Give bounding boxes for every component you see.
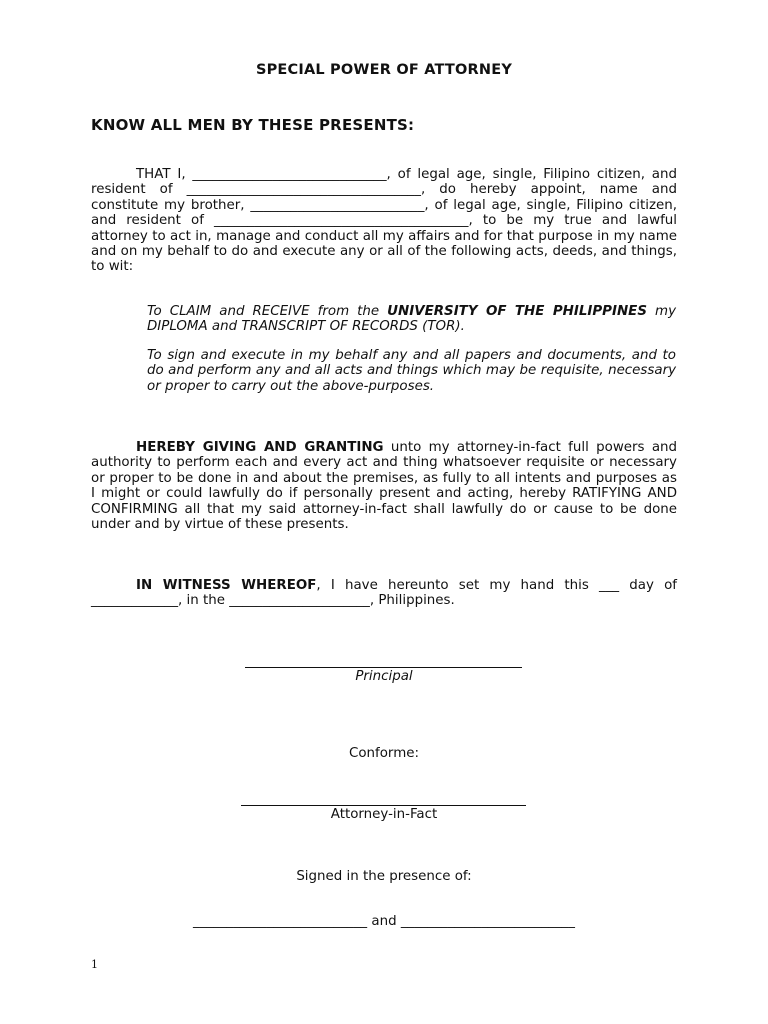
university-name: UNIVERSITY OF THE PHILIPPINES xyxy=(387,304,647,319)
principal-label: Principal xyxy=(355,669,413,684)
granting-paragraph xyxy=(91,440,677,532)
act-item-claim-prefix: To CLAIM and RECEIVE from the xyxy=(147,304,388,319)
act-item-claim xyxy=(147,304,676,335)
granting-bold: HEREBY GIVING AND GRANTING xyxy=(136,440,384,455)
witness-signature-row xyxy=(0,914,768,929)
witness-bold: IN WITNESS WHEREOF xyxy=(136,578,317,593)
witness-and: and xyxy=(371,914,397,929)
witness-left-blank: __________________________ xyxy=(193,914,368,929)
principal-signature-line xyxy=(245,667,522,668)
granting-text: unto my attorney-in-fact full powers and authority to perform each and every act and thing whatsoever requisite or necessary or proper to be done in and about the premises, as fully to all intents and purposes as I might or could lawfully do if personally present and acting, hereby RATIFYING AND CONFIRMING all that my said attorney-in-fact shall lawfully do or cause to be done under and by virtue of these presents. xyxy=(91,440,678,533)
act-item-sign: To sign and execute in my behalf any and all papers and documents, and to do and perform any and all acts and things which may be requisite, necessary or proper to carry out the above-purposes. xyxy=(147,348,676,394)
witness-right-blank: __________________________ xyxy=(400,914,575,929)
presence-label: Signed in the presence of: xyxy=(296,869,472,884)
intro-text: THAT I, _____________________________, of legal age, single, Filipino citizen, and resident of ___________________________________, do hereby appoint, name and constitute my brother, __________________________, of legal age, single, Filipino citizen, and resident of ______________________________________, to be my true and lawful attorney to act in, manage and conduct all my affairs and for that purpose in my name and on my behalf to do and execute any or all of the following acts, deeds, and things, to wit: xyxy=(91,167,677,275)
attorney-label: Attorney-in-Fact xyxy=(330,807,438,822)
intro-paragraph xyxy=(91,167,677,275)
document-title: SPECIAL POWER OF ATTORNEY xyxy=(255,62,513,78)
witness-text: , I have hereunto set my hand this ___ day of _____________, in the _____________________, Philippines. xyxy=(91,578,677,609)
document-heading: KNOW ALL MEN BY THESE PRESENTS: xyxy=(91,116,415,134)
witness-paragraph xyxy=(91,578,677,609)
page-number: 1 xyxy=(91,958,98,971)
conforme-label: Conforme: xyxy=(349,746,419,761)
act-item-claim-suffix: my DIPLOMA and TRANSCRIPT OF RECORDS (TOR). xyxy=(147,304,676,335)
attorney-signature-line xyxy=(241,805,526,806)
